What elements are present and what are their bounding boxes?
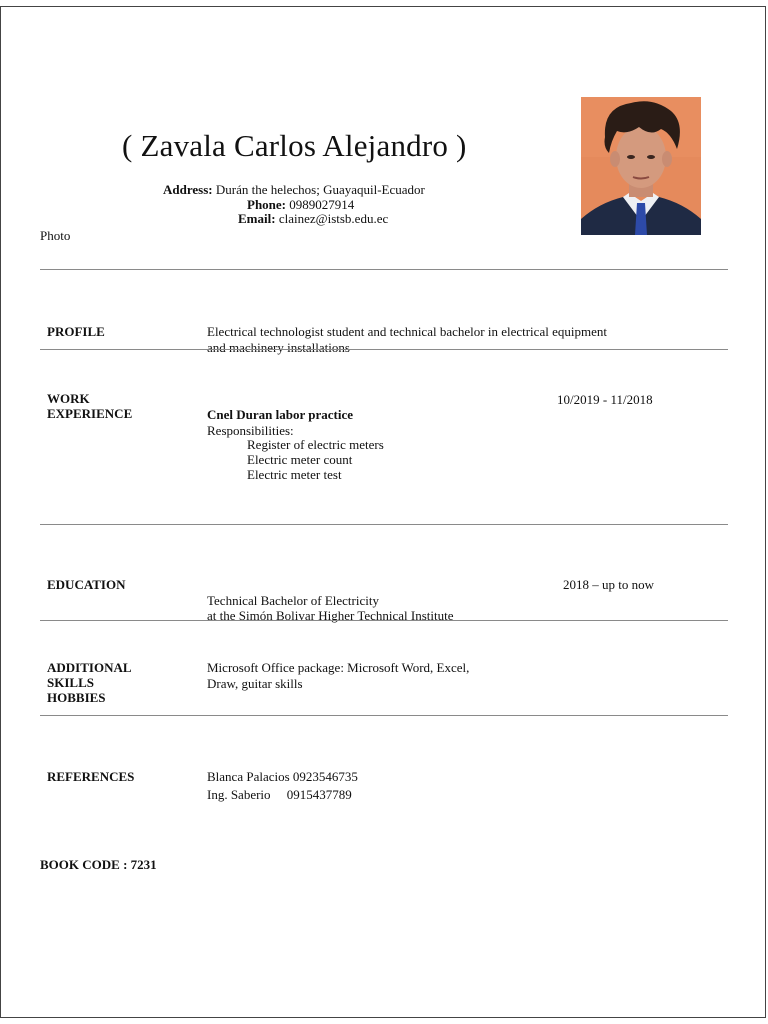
divider bbox=[40, 524, 728, 525]
profile-line-1: Electrical technologist student and technical bachelor in electrical equipment bbox=[207, 324, 607, 339]
phone-value: 0989027914 bbox=[286, 197, 355, 212]
divider bbox=[40, 349, 728, 350]
skills-title-line-2: SKILLS bbox=[47, 675, 94, 690]
skills-title-line-1: ADDITIONAL bbox=[47, 660, 132, 675]
education-line-1: Technical Bachelor of Electricity bbox=[207, 593, 379, 608]
education-title: EDUCATION bbox=[47, 577, 126, 592]
reference-line-2: Ing. Saberio 0915437789 bbox=[207, 787, 352, 802]
skills-line-2: Draw, guitar skills bbox=[207, 676, 303, 691]
photo-label: Photo bbox=[40, 228, 71, 243]
work-item: Register of electric meters bbox=[247, 437, 384, 452]
profile-title: PROFILE bbox=[47, 324, 105, 339]
divider bbox=[40, 715, 728, 716]
candidate-name: ( Zavala Carlos Alejandro ) bbox=[122, 128, 467, 163]
work-company: Cnel Duran labor practice bbox=[207, 407, 353, 422]
address-label: Address: bbox=[163, 182, 213, 197]
address-value: Durán the helechos; Guayaquil-Ecuador bbox=[212, 182, 425, 197]
divider bbox=[40, 620, 728, 621]
email-value: clainez@istsb.edu.ec bbox=[275, 211, 389, 226]
divider bbox=[40, 269, 728, 270]
work-responsibilities-label: Responsibilities: bbox=[207, 423, 294, 438]
references-title: REFERENCES bbox=[47, 769, 135, 784]
education-date: 2018 – up to now bbox=[563, 577, 654, 592]
profile-photo bbox=[581, 97, 701, 235]
work-item: Electric meter count bbox=[247, 452, 353, 467]
profile-line-2: and machinery installations bbox=[207, 340, 350, 355]
reference-line-1: Blanca Palacios 0923546735 bbox=[207, 769, 358, 784]
work-title-line-2: EXPERIENCE bbox=[47, 406, 133, 421]
address-line bbox=[163, 182, 425, 198]
education-line-2: at the Simón Bolivar Higher Technical Institute bbox=[207, 608, 454, 623]
work-date: 10/2019 - 11/2018 bbox=[557, 392, 653, 407]
book-code: BOOK CODE : 7231 bbox=[40, 857, 157, 872]
phone-label: Phone: bbox=[247, 197, 286, 212]
work-title-line-1: WORK bbox=[47, 391, 90, 406]
email-label: Email: bbox=[238, 211, 276, 226]
skills-title-line-3: HOBBIES bbox=[47, 690, 106, 705]
email-line bbox=[238, 211, 388, 227]
work-item: Electric meter test bbox=[247, 467, 342, 482]
skills-line-1: Microsoft Office package: Microsoft Word, Excel, bbox=[207, 660, 470, 675]
